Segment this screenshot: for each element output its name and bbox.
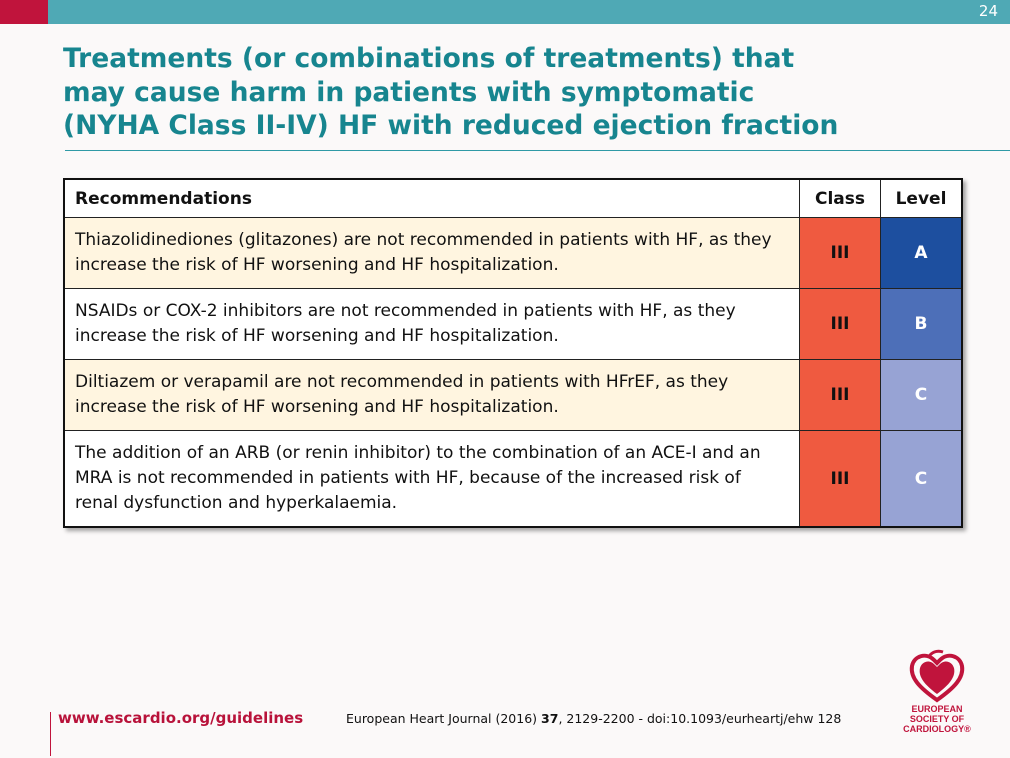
top-bar-red-block bbox=[0, 0, 48, 24]
logo-line-1: EUROPEAN bbox=[911, 704, 963, 714]
class-cell: III bbox=[800, 289, 881, 360]
logo-line-2: SOCIETY OF bbox=[909, 714, 965, 724]
guidelines-link[interactable]: www.escardio.org/guidelines bbox=[58, 709, 304, 727]
header-level: Level bbox=[881, 179, 963, 218]
table-row bbox=[64, 431, 962, 528]
level-cell: C bbox=[881, 431, 963, 528]
header-class: Class bbox=[800, 179, 881, 218]
header-recommendations: Recommendations bbox=[64, 179, 800, 218]
recommendations-table bbox=[63, 178, 963, 528]
class-cell: III bbox=[800, 218, 881, 289]
level-cell: C bbox=[881, 360, 963, 431]
table-row bbox=[64, 218, 962, 289]
esc-logo-text bbox=[898, 704, 976, 734]
recommendation-text: The addition of an ARB (or renin inhibitor) to the combination of an ACE-I and an MRA is not recommended in patients with HF, because of the increased risk of renal dysfunction and hyperkalaemia. bbox=[64, 431, 800, 528]
recommendation-text: Thiazolidinediones (glitazones) are not recommended in patients with HF, as they increase the risk of HF worsening and HF hospitalization. bbox=[64, 218, 800, 289]
logo-line-3: CARDIOLOGY® bbox=[903, 724, 971, 734]
slide-number: 24 bbox=[978, 2, 998, 20]
table-row bbox=[64, 289, 962, 360]
table-row bbox=[64, 360, 962, 431]
footer-divider bbox=[50, 712, 51, 756]
class-cell: III bbox=[800, 431, 881, 528]
level-cell: A bbox=[881, 218, 963, 289]
table-header-row bbox=[64, 179, 962, 218]
title-divider bbox=[65, 150, 1010, 151]
ref-suffix: , 2129-2200 - doi:10.1093/eurheartj/ehw 128 bbox=[558, 711, 842, 726]
title-line-1: Treatments (or combinations of treatments) that bbox=[63, 43, 795, 74]
ref-volume: 37 bbox=[541, 711, 559, 726]
slide-title bbox=[63, 42, 963, 143]
top-bar bbox=[0, 0, 1010, 24]
recommendation-text: NSAIDs or COX-2 inhibitors are not recommended in patients with HF, as they increase the risk of HF worsening and HF hospitalization. bbox=[64, 289, 800, 360]
title-line-2: may cause harm in patients with symptomatic bbox=[63, 76, 755, 108]
ref-prefix: European Heart Journal (2016) bbox=[346, 711, 542, 726]
class-cell: III bbox=[800, 360, 881, 431]
title-line-3: (NYHA Class II-IV) HF with reduced ejection fraction bbox=[63, 110, 839, 141]
journal-reference bbox=[346, 711, 841, 726]
recommendation-text: Diltiazem or verapamil are not recommended in patients with HFrEF, as they increase the risk of HF worsening and HF hospitalization. bbox=[64, 360, 800, 431]
level-cell: B bbox=[881, 289, 963, 360]
